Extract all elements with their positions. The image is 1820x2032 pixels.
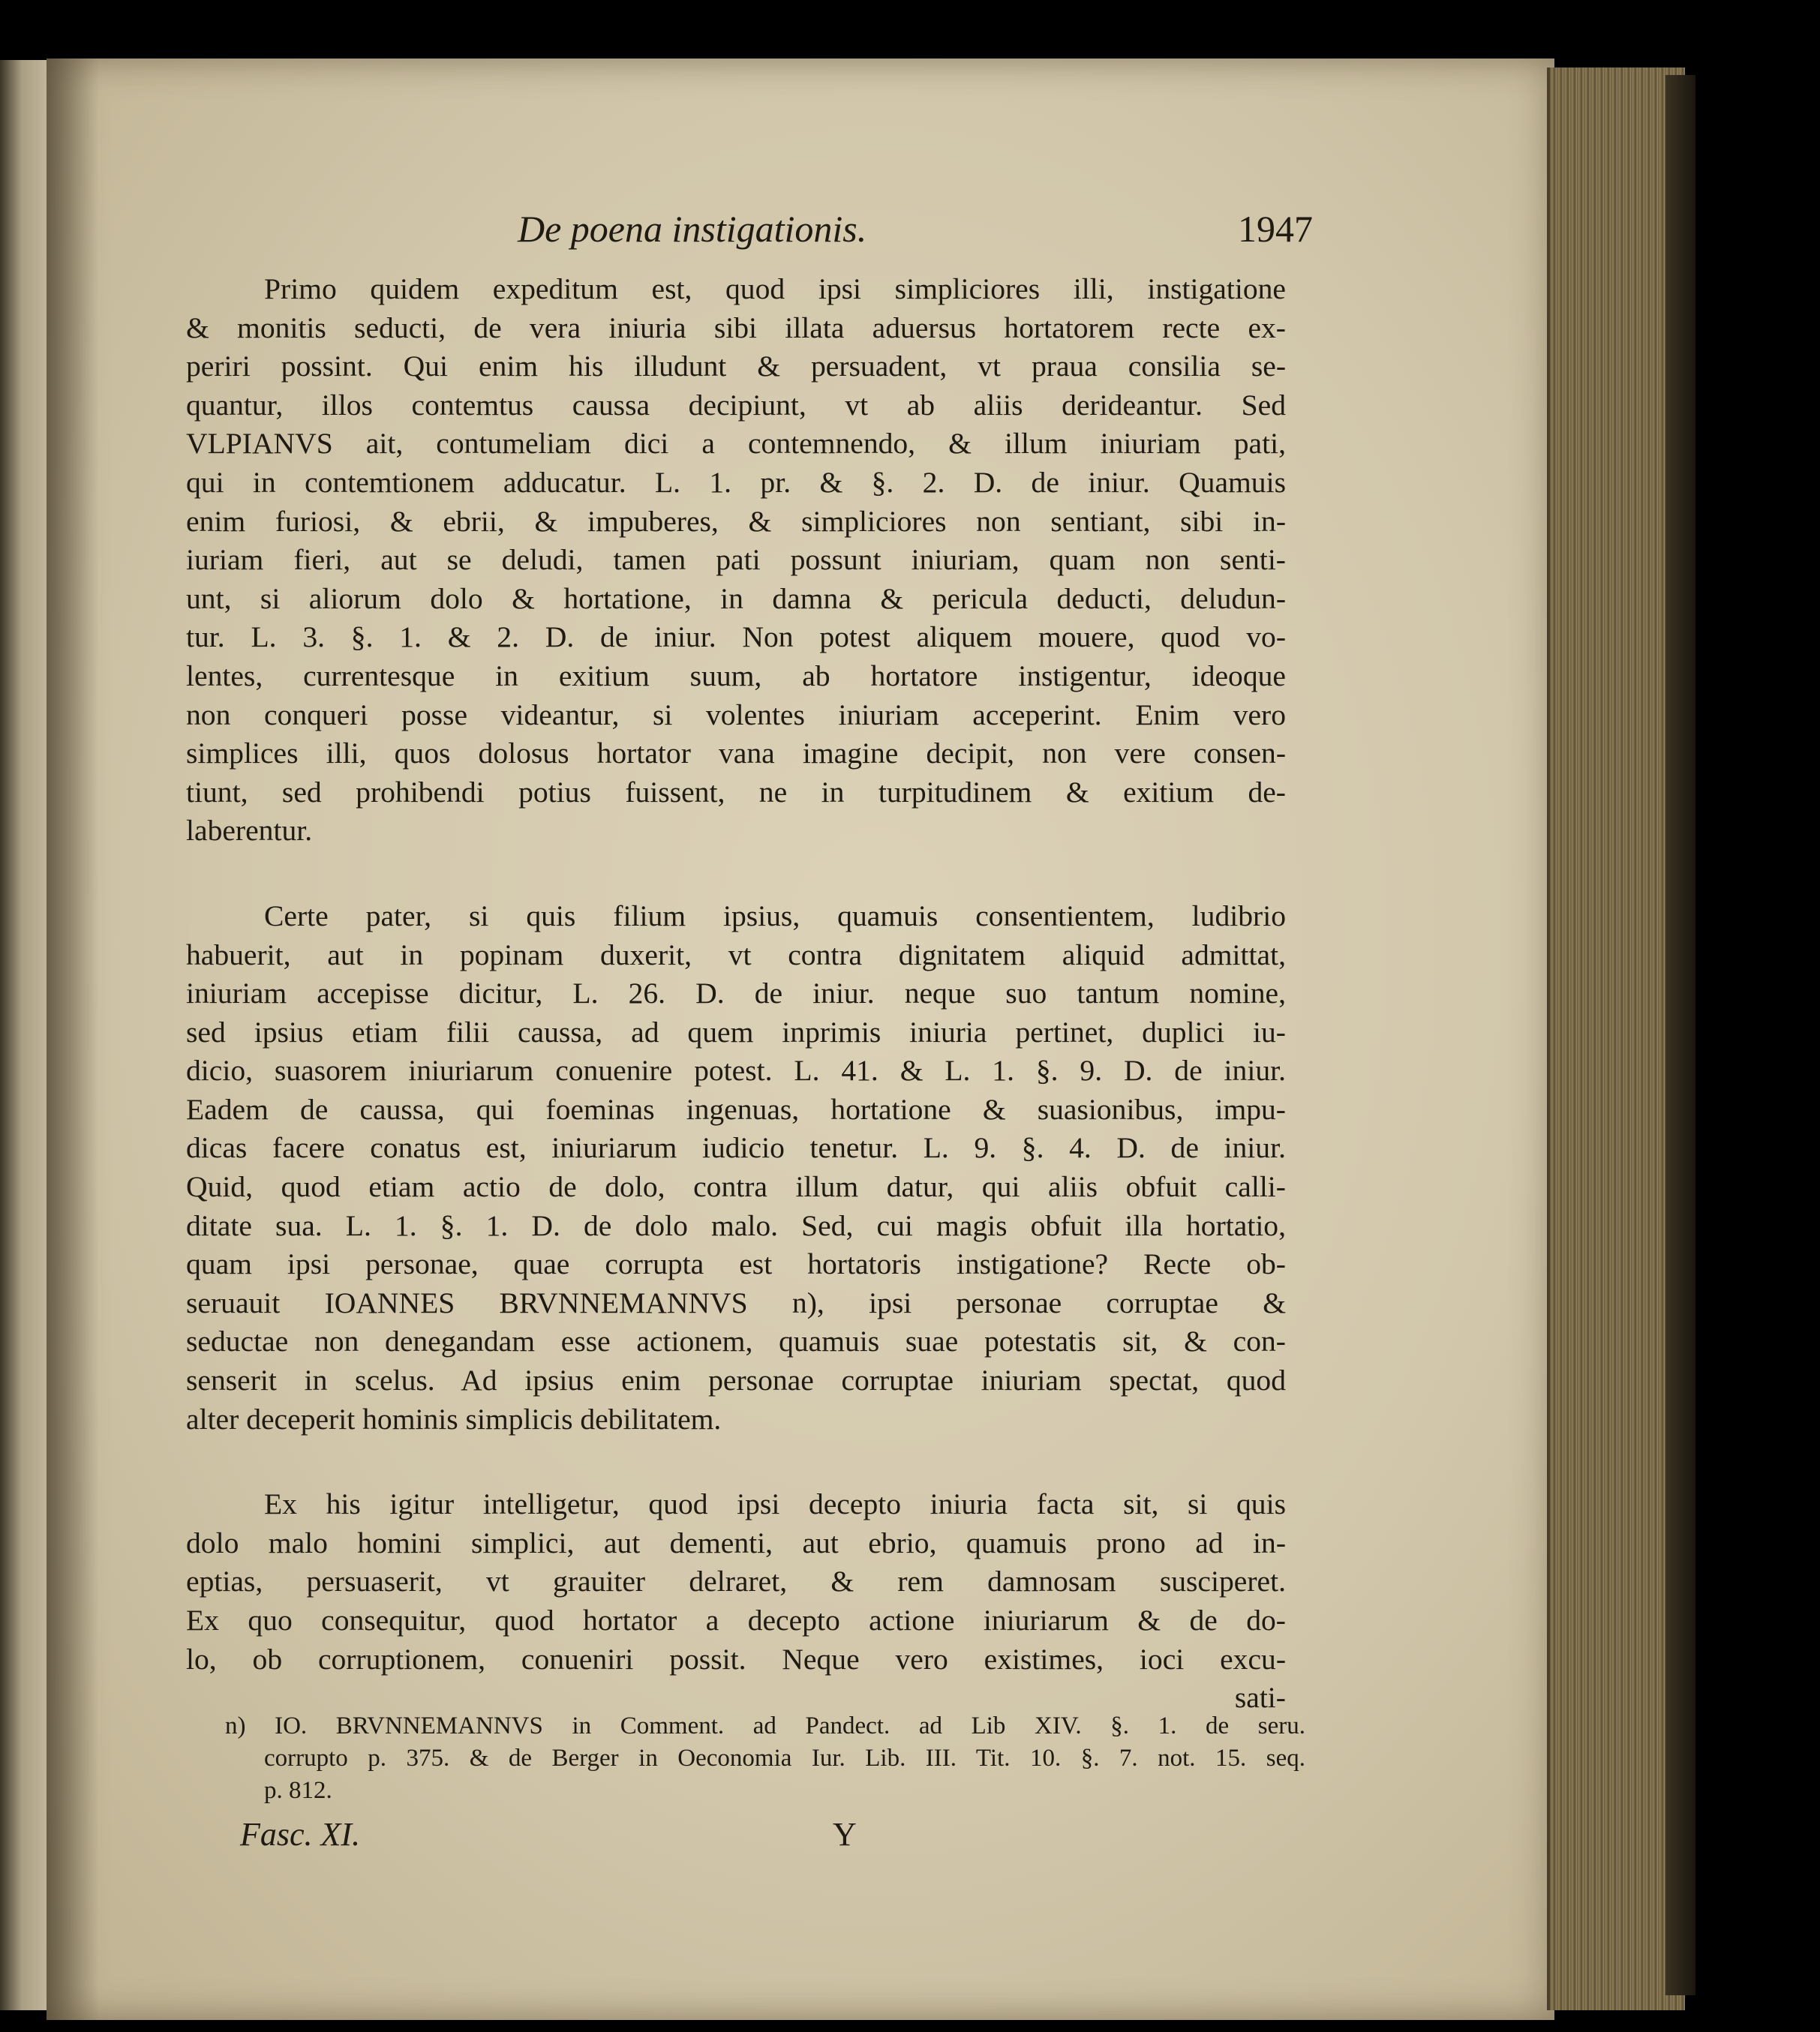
- paragraph1-line: laberentur.: [186, 814, 313, 848]
- footnote-line: n) IO. BRVNNEMANNVS in Comment. ad Pandect. ad Lib XIV. §. 1. de seru.: [225, 1712, 1305, 1739]
- footnote-line: p. 812.: [264, 1777, 332, 1804]
- paragraph2-line: quam ipsi personae, quae corrupta est hortatoris instigatione? Recte ob-: [186, 1247, 1286, 1281]
- paragraph2-line: habuerit, aut in popinam duxerit, vt contra dignitatem aliquid admittat,: [186, 938, 1286, 971]
- paragraph2-line: iniuriam accepisse dicitur, L. 26. D. de iniur. neque suo tantum nomine,: [186, 977, 1286, 1010]
- fascicle-signature: Fasc. XI.: [240, 1816, 361, 1853]
- paragraph-3: [186, 1485, 1286, 1718]
- paragraph1-line: simplices illi, quos dolosus hortator vana imagine decipit, non vere consen-: [186, 737, 1286, 770]
- paragraph3-line: lo, ob corruptionem, conueniri possit. Neque vero existimes, ioci excu-: [186, 1642, 1286, 1676]
- body-text: [186, 270, 1286, 1718]
- paragraph1-line: Primo quidem expeditum est, quod ipsi simpliciores illi, instigatione: [264, 272, 1286, 305]
- paragraph2-line: Quid, quod etiam actio de dolo, contra illum datur, qui aliis obfuit calli-: [186, 1170, 1286, 1204]
- binding-edge: [1665, 75, 1695, 1995]
- paragraph2-line: Eadem de caussa, qui foeminas ingenuas, hortatione & suasionibus, impu-: [186, 1092, 1286, 1126]
- paragraph1-line: iuriam fieri, aut se deludi, tamen pati possunt iniuriam, quam non senti-: [186, 543, 1286, 577]
- footnote: [225, 1710, 1305, 1807]
- paragraph2-line: Certe pater, si quis filium ipsius, quamuis consentientem, ludibrio: [264, 899, 1286, 932]
- paragraph2-line: dicio, suasorem iniuriarum conuenire potest. L. 41. & L. 1. §. 9. D. de iniur.: [186, 1054, 1286, 1088]
- footnote-line: corrupto p. 375. & de Berger in Oeconomia Iur. Lib. III. Tit. 10. §. 7. not. 15. seq.: [264, 1745, 1305, 1772]
- paragraph2-line: dicas facere conatus est, iniuriarum iudicio tenetur. L. 9. §. 4. D. de iniur.: [186, 1131, 1286, 1165]
- paragraph1-line: tiunt, sed prohibendi potius fuissent, ne in turpitudinem & exitium de-: [186, 775, 1286, 809]
- paragraph3-line: sati-: [1234, 1681, 1286, 1715]
- paragraph-2: [186, 897, 1286, 1439]
- paragraph3-line: Ex his igitur intelligetur, quod ipsi decepto iniuria facta sit, si quis: [264, 1487, 1286, 1521]
- paragraph2-line: alter deceperit hominis simplicis debilitatem.: [186, 1402, 722, 1436]
- paragraph1-line: quantur, illos contemtus caussa decipiunt, vt ab aliis derideantur. Sed: [186, 388, 1286, 422]
- paragraph2-line: seruauit IOANNES BRVNNEMANNVS n), ipsi personae corruptae &: [186, 1286, 1286, 1319]
- paragraph1-line: enim furiosi, & ebrii, & impuberes, & simpliciores non sentiant, sibi in-: [186, 504, 1286, 538]
- paragraph2-line: seductae non denegandam esse actionem, quamuis suae potestatis sit, & con-: [186, 1325, 1286, 1358]
- paragraph-1: [186, 270, 1286, 851]
- page-gutter-shadow: [47, 59, 99, 2020]
- paragraph2-line: senserit in scelus. Ad ipsius enim personae corruptae iniuriam spectat, quod: [186, 1364, 1286, 1397]
- paragraph3-line: dolo malo homini simplici, aut dementi, aut ebrio, quamuis prono ad in-: [186, 1526, 1286, 1559]
- running-title: De poena instigationis.: [518, 208, 867, 250]
- signature-mark: Y: [833, 1816, 857, 1853]
- paragraph3-line: eptias, persuaserit, vt grauiter delraret, & rem damnosam susciperet.: [186, 1565, 1286, 1598]
- paragraph1-line: lentes, currentesque in exitium suum, ab hortatore instigentur, ideoque: [186, 659, 1286, 692]
- paragraph1-line: qui in contemtionem adducatur. L. 1. pr. & §. 2. D. de iniur. Quamuis: [186, 465, 1286, 499]
- paragraph1-line: unt, si aliorum dolo & hortatione, in damna & pericula deducti, deludun-: [186, 581, 1286, 615]
- page-number: 1947: [1238, 208, 1313, 250]
- paragraph1-line: VLPIANVS ait, contumeliam dici a contemnendo, & illum iniuriam pati,: [186, 427, 1286, 461]
- paragraph2-line: ditate sua. L. 1. §. 1. D. de dolo malo. Sed, cui magis obfuit illa hortatio,: [186, 1208, 1286, 1242]
- paragraph1-line: periri possint. Qui enim his illudunt & persuadent, vt praua consilia se-: [186, 350, 1286, 383]
- running-header: [518, 203, 1313, 255]
- paragraph2-line: sed ipsius etiam filii caussa, ad quem inprimis iniuria pertinet, duplici iu-: [186, 1015, 1286, 1049]
- paragraph1-line: & monitis seducti, de vera iniuria sibi illata aduersus hortatorem recte ex-: [186, 311, 1286, 344]
- page-block-edge: [1547, 68, 1685, 2010]
- paragraph1-line: non conqueri posse videantur, si volentes iniuriam acceperint. Enim vero: [186, 698, 1286, 731]
- paragraph1-line: tur. L. 3. §. 1. & 2. D. de iniur. Non potest aliquem mouere, quod vo-: [186, 620, 1286, 654]
- paragraph3-line: Ex quo consequitur, quod hortator a decepto actione iniuriarum & de do-: [186, 1604, 1286, 1637]
